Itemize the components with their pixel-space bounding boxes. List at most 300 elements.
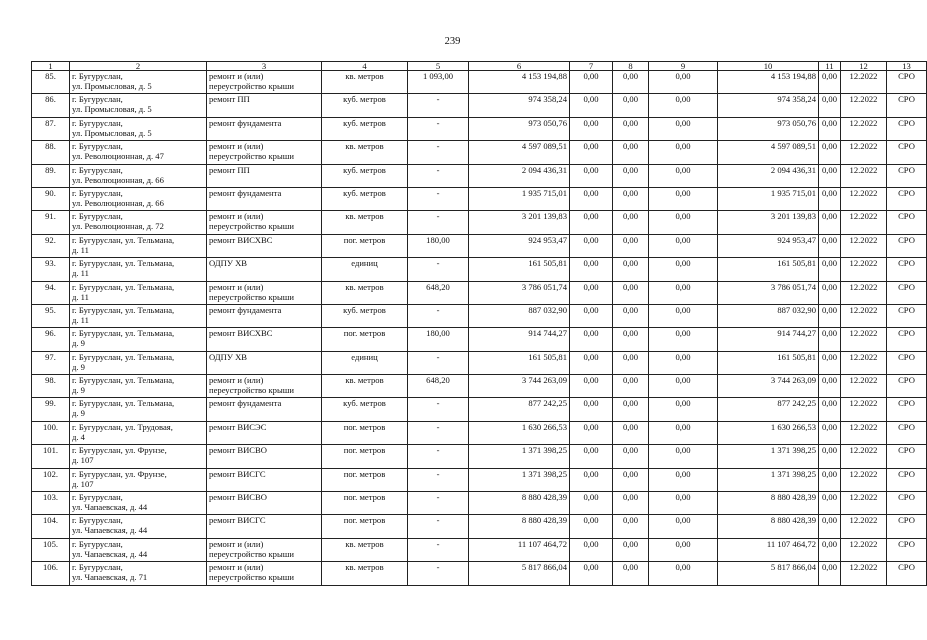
fund-cell-7: 0,00 bbox=[570, 71, 613, 94]
work-type-line: переустройство крыши bbox=[209, 572, 294, 583]
address-line: ул. Чапаевская, д. 44 bbox=[72, 502, 148, 513]
quantity-cell: - bbox=[408, 468, 469, 491]
fund-cell-9: 0,00 bbox=[649, 421, 718, 444]
owner-funds-cell: 3 744 263,09 bbox=[718, 375, 819, 398]
row-number-cell: 106. bbox=[32, 562, 70, 585]
address-line: ул. Промысловая, д. 5 bbox=[72, 104, 152, 115]
address-cell bbox=[70, 515, 207, 538]
fund-cell-9: 0,00 bbox=[649, 164, 718, 187]
work-type-line: ремонт ВИСХВС bbox=[209, 328, 273, 339]
work-type-cell bbox=[207, 375, 322, 398]
fund-cell-7: 0,00 bbox=[570, 258, 613, 281]
quantity-cell: 648,20 bbox=[408, 375, 469, 398]
table-row bbox=[32, 304, 927, 327]
address-cell bbox=[70, 538, 207, 561]
table-row bbox=[32, 492, 927, 515]
unit-cell: единиц bbox=[322, 351, 408, 374]
address-line: г. Бугуруслан, ул. Тельмана, bbox=[72, 234, 175, 245]
completion-date-cell: 12.2022 bbox=[841, 234, 887, 257]
column-header-7: 7 bbox=[570, 62, 613, 71]
address-cell bbox=[70, 258, 207, 281]
work-type-line: ремонт и (или) bbox=[209, 141, 264, 152]
fund-cell-8: 0,00 bbox=[613, 187, 649, 210]
work-type-cell bbox=[207, 421, 322, 444]
fund-cell-8: 0,00 bbox=[613, 421, 649, 444]
address-cell bbox=[70, 562, 207, 585]
total-cost-cell: 1 935 715,01 bbox=[469, 187, 570, 210]
owner-funds-cell: 877 242,25 bbox=[718, 398, 819, 421]
address-line: г. Бугуруслан, ул. Тельмана, bbox=[72, 398, 175, 409]
work-type-line: переустройство крыши bbox=[209, 221, 294, 232]
address-line: г. Бугуруслан, bbox=[72, 141, 123, 152]
fund-cell-8: 0,00 bbox=[613, 375, 649, 398]
table-row bbox=[32, 164, 927, 187]
fund-cell-11: 0,00 bbox=[819, 117, 841, 140]
work-type-cell bbox=[207, 538, 322, 561]
total-cost-cell: 974 358,24 bbox=[469, 94, 570, 117]
table-row bbox=[32, 258, 927, 281]
work-type-line: переустройство крыши bbox=[209, 548, 294, 559]
quantity-cell: - bbox=[408, 258, 469, 281]
address-line: д. 11 bbox=[72, 268, 89, 279]
work-type-line: ремонт фундамента bbox=[209, 187, 282, 198]
completion-date-cell: 12.2022 bbox=[841, 398, 887, 421]
fund-cell-11: 0,00 bbox=[819, 538, 841, 561]
total-cost-cell: 3 201 139,83 bbox=[469, 211, 570, 234]
table-row bbox=[32, 71, 927, 94]
fund-cell-11: 0,00 bbox=[819, 164, 841, 187]
quantity-cell: - bbox=[408, 187, 469, 210]
fund-cell-9: 0,00 bbox=[649, 515, 718, 538]
column-header-8: 8 bbox=[613, 62, 649, 71]
fund-cell-9: 0,00 bbox=[649, 234, 718, 257]
quantity-cell: - bbox=[408, 304, 469, 327]
fund-cell-11: 0,00 bbox=[819, 187, 841, 210]
method-cell: СРО bbox=[887, 351, 927, 374]
fund-cell-9: 0,00 bbox=[649, 211, 718, 234]
row-number-cell: 98. bbox=[32, 375, 70, 398]
fund-cell-8: 0,00 bbox=[613, 398, 649, 421]
unit-cell: куб. метров bbox=[322, 304, 408, 327]
owner-funds-cell: 4 597 089,51 bbox=[718, 141, 819, 164]
work-type-cell bbox=[207, 445, 322, 468]
owner-funds-cell: 161 505,81 bbox=[718, 351, 819, 374]
work-type-cell bbox=[207, 211, 322, 234]
address-cell bbox=[70, 398, 207, 421]
fund-cell-7: 0,00 bbox=[570, 515, 613, 538]
owner-funds-cell: 3 786 051,74 bbox=[718, 281, 819, 304]
fund-cell-7: 0,00 bbox=[570, 351, 613, 374]
table-row bbox=[32, 515, 927, 538]
table-row bbox=[32, 398, 927, 421]
row-number-cell: 104. bbox=[32, 515, 70, 538]
fund-cell-8: 0,00 bbox=[613, 492, 649, 515]
quantity-cell: - bbox=[408, 538, 469, 561]
column-header-2: 2 bbox=[70, 62, 207, 71]
work-type-line: ремонт и (или) bbox=[209, 281, 264, 292]
fund-cell-9: 0,00 bbox=[649, 71, 718, 94]
column-header-11: 11 bbox=[819, 62, 841, 71]
owner-funds-cell: 1 935 715,01 bbox=[718, 187, 819, 210]
table-row bbox=[32, 234, 927, 257]
fund-cell-7: 0,00 bbox=[570, 94, 613, 117]
address-line: г. Бугуруслан, bbox=[72, 515, 123, 526]
row-number-cell: 100. bbox=[32, 421, 70, 444]
row-number-cell: 99. bbox=[32, 398, 70, 421]
total-cost-cell: 3 786 051,74 bbox=[469, 281, 570, 304]
method-cell: СРО bbox=[887, 468, 927, 491]
method-cell: СРО bbox=[887, 234, 927, 257]
address-cell bbox=[70, 281, 207, 304]
address-line: г. Бугуруслан, ул. Тельмана, bbox=[72, 304, 175, 315]
address-line: ул. Чапаевская, д. 44 bbox=[72, 525, 148, 536]
fund-cell-11: 0,00 bbox=[819, 328, 841, 351]
fund-cell-11: 0,00 bbox=[819, 562, 841, 585]
total-cost-cell: 8 880 428,39 bbox=[469, 492, 570, 515]
owner-funds-cell: 1 371 398,25 bbox=[718, 445, 819, 468]
unit-cell: кв. метров bbox=[322, 141, 408, 164]
row-number-cell: 87. bbox=[32, 117, 70, 140]
work-type-cell bbox=[207, 117, 322, 140]
work-type-cell bbox=[207, 398, 322, 421]
method-cell: СРО bbox=[887, 187, 927, 210]
quantity-cell: - bbox=[408, 421, 469, 444]
fund-cell-7: 0,00 bbox=[570, 398, 613, 421]
completion-date-cell: 12.2022 bbox=[841, 187, 887, 210]
owner-funds-cell: 974 358,24 bbox=[718, 94, 819, 117]
address-line: г. Бугуруслан, bbox=[72, 211, 123, 222]
work-type-cell bbox=[207, 492, 322, 515]
completion-date-cell: 12.2022 bbox=[841, 281, 887, 304]
quantity-cell: 1 093,00 bbox=[408, 71, 469, 94]
row-number-cell: 105. bbox=[32, 538, 70, 561]
completion-date-cell: 12.2022 bbox=[841, 492, 887, 515]
owner-funds-cell: 5 817 866,04 bbox=[718, 562, 819, 585]
fund-cell-9: 0,00 bbox=[649, 398, 718, 421]
fund-cell-8: 0,00 bbox=[613, 468, 649, 491]
fund-cell-11: 0,00 bbox=[819, 304, 841, 327]
total-cost-cell: 11 107 464,72 bbox=[469, 538, 570, 561]
quantity-cell: 180,00 bbox=[408, 328, 469, 351]
row-number-cell: 88. bbox=[32, 141, 70, 164]
method-cell: СРО bbox=[887, 94, 927, 117]
work-type-cell bbox=[207, 328, 322, 351]
quantity-cell: - bbox=[408, 492, 469, 515]
column-number-row bbox=[32, 62, 927, 71]
address-cell bbox=[70, 164, 207, 187]
total-cost-cell: 1 371 398,25 bbox=[469, 445, 570, 468]
total-cost-cell: 3 744 263,09 bbox=[469, 375, 570, 398]
address-line: ул. Промысловая, д. 5 bbox=[72, 127, 152, 138]
method-cell: СРО bbox=[887, 515, 927, 538]
address-line: г. Бугуруслан, ул. Фрунзе, bbox=[72, 468, 167, 479]
unit-cell: куб. метров bbox=[322, 398, 408, 421]
work-type-cell bbox=[207, 258, 322, 281]
address-line: г. Бугуруслан, ул. Фрунзе, bbox=[72, 445, 167, 456]
address-line: г. Бугуруслан, ул. Тельмана, bbox=[72, 351, 175, 362]
address-line: д. 107 bbox=[72, 455, 94, 466]
method-cell: СРО bbox=[887, 538, 927, 561]
work-type-line: ремонт фундамента bbox=[209, 117, 282, 128]
table-row bbox=[32, 421, 927, 444]
quantity-cell: - bbox=[408, 351, 469, 374]
fund-cell-7: 0,00 bbox=[570, 492, 613, 515]
address-cell bbox=[70, 187, 207, 210]
quantity-cell: - bbox=[408, 117, 469, 140]
fund-cell-9: 0,00 bbox=[649, 328, 718, 351]
address-line: ул. Революционная, д. 72 bbox=[72, 221, 164, 232]
fund-cell-9: 0,00 bbox=[649, 468, 718, 491]
work-type-line: ремонт и (или) bbox=[209, 375, 264, 386]
owner-funds-cell: 8 880 428,39 bbox=[718, 492, 819, 515]
fund-cell-7: 0,00 bbox=[570, 468, 613, 491]
fund-cell-7: 0,00 bbox=[570, 375, 613, 398]
address-line: ул. Промысловая, д. 5 bbox=[72, 81, 152, 91]
quantity-cell: - bbox=[408, 398, 469, 421]
quantity-cell: - bbox=[408, 562, 469, 585]
completion-date-cell: 12.2022 bbox=[841, 71, 887, 94]
unit-cell: пог. метров bbox=[322, 492, 408, 515]
fund-cell-7: 0,00 bbox=[570, 304, 613, 327]
fund-cell-11: 0,00 bbox=[819, 141, 841, 164]
address-cell bbox=[70, 328, 207, 351]
column-header-10: 10 bbox=[718, 62, 819, 71]
unit-cell: кв. метров bbox=[322, 71, 408, 94]
address-line: ул. Чапаевская, д. 44 bbox=[72, 548, 148, 559]
completion-date-cell: 12.2022 bbox=[841, 328, 887, 351]
fund-cell-7: 0,00 bbox=[570, 562, 613, 585]
total-cost-cell: 5 817 866,04 bbox=[469, 562, 570, 585]
work-type-cell bbox=[207, 94, 322, 117]
work-type-line: переустройство крыши bbox=[209, 385, 294, 396]
work-type-line: ремонт ПП bbox=[209, 94, 250, 105]
table-row bbox=[32, 281, 927, 304]
total-cost-cell: 887 032,90 bbox=[469, 304, 570, 327]
address-line: ул. Революционная, д. 66 bbox=[72, 197, 164, 208]
table-row bbox=[32, 94, 927, 117]
fund-cell-7: 0,00 bbox=[570, 211, 613, 234]
unit-cell: пог. метров bbox=[322, 421, 408, 444]
owner-funds-cell: 924 953,47 bbox=[718, 234, 819, 257]
column-header-9: 9 bbox=[649, 62, 718, 71]
method-cell: СРО bbox=[887, 562, 927, 585]
total-cost-cell: 161 505,81 bbox=[469, 351, 570, 374]
address-cell bbox=[70, 492, 207, 515]
work-type-line: ремонт ВИСГС bbox=[209, 468, 266, 479]
address-cell bbox=[70, 468, 207, 491]
row-number-cell: 103. bbox=[32, 492, 70, 515]
work-type-cell bbox=[207, 515, 322, 538]
fund-cell-7: 0,00 bbox=[570, 421, 613, 444]
work-type-cell bbox=[207, 71, 322, 94]
address-cell bbox=[70, 234, 207, 257]
fund-cell-11: 0,00 bbox=[819, 258, 841, 281]
address-cell bbox=[70, 211, 207, 234]
fund-cell-11: 0,00 bbox=[819, 421, 841, 444]
method-cell: СРО bbox=[887, 398, 927, 421]
table-row bbox=[32, 141, 927, 164]
row-number-cell: 86. bbox=[32, 94, 70, 117]
address-line: г. Бугуруслан, ул. Тельмана, bbox=[72, 375, 175, 386]
fund-cell-8: 0,00 bbox=[613, 117, 649, 140]
work-type-line: ремонт ВИСЭС bbox=[209, 421, 267, 432]
fund-cell-8: 0,00 bbox=[613, 304, 649, 327]
fund-cell-11: 0,00 bbox=[819, 94, 841, 117]
work-type-line: ремонт ВИСХВС bbox=[209, 234, 273, 245]
address-cell bbox=[70, 375, 207, 398]
address-line: г. Бугуруслан, bbox=[72, 117, 123, 128]
fund-cell-8: 0,00 bbox=[613, 71, 649, 94]
fund-cell-7: 0,00 bbox=[570, 141, 613, 164]
row-number-cell: 96. bbox=[32, 328, 70, 351]
quantity-cell: - bbox=[408, 94, 469, 117]
address-cell bbox=[70, 421, 207, 444]
work-type-cell bbox=[207, 351, 322, 374]
total-cost-cell: 8 880 428,39 bbox=[469, 515, 570, 538]
completion-date-cell: 12.2022 bbox=[841, 304, 887, 327]
fund-cell-7: 0,00 bbox=[570, 328, 613, 351]
row-number-cell: 93. bbox=[32, 258, 70, 281]
address-line: д. 11 bbox=[72, 314, 89, 325]
address-line: д. 9 bbox=[72, 361, 85, 372]
work-type-cell bbox=[207, 304, 322, 327]
total-cost-cell: 4 597 089,51 bbox=[469, 141, 570, 164]
fund-cell-7: 0,00 bbox=[570, 538, 613, 561]
unit-cell: кв. метров bbox=[322, 562, 408, 585]
work-type-line: ОДПУ ХВ bbox=[209, 258, 248, 269]
fund-cell-11: 0,00 bbox=[819, 351, 841, 374]
address-line: г. Бугуруслан, bbox=[72, 562, 123, 573]
owner-funds-cell: 4 153 194,88 bbox=[718, 71, 819, 94]
unit-cell: единиц bbox=[322, 258, 408, 281]
fund-cell-9: 0,00 bbox=[649, 141, 718, 164]
address-cell bbox=[70, 304, 207, 327]
fund-cell-8: 0,00 bbox=[613, 258, 649, 281]
address-line: г. Бугуруслан, bbox=[72, 187, 123, 198]
fund-cell-8: 0,00 bbox=[613, 234, 649, 257]
total-cost-cell: 4 153 194,88 bbox=[469, 71, 570, 94]
unit-cell: кв. метров bbox=[322, 281, 408, 304]
row-number-cell: 85. bbox=[32, 71, 70, 94]
table-row bbox=[32, 538, 927, 561]
unit-cell: пог. метров bbox=[322, 445, 408, 468]
fund-cell-11: 0,00 bbox=[819, 515, 841, 538]
total-cost-cell: 1 630 266,53 bbox=[469, 421, 570, 444]
completion-date-cell: 12.2022 bbox=[841, 351, 887, 374]
address-line: д. 11 bbox=[72, 244, 89, 255]
column-header-1: 1 bbox=[32, 62, 70, 71]
quantity-cell: - bbox=[408, 164, 469, 187]
column-header-6: 6 bbox=[469, 62, 570, 71]
completion-date-cell: 12.2022 bbox=[841, 468, 887, 491]
fund-cell-9: 0,00 bbox=[649, 445, 718, 468]
row-number-cell: 89. bbox=[32, 164, 70, 187]
completion-date-cell: 12.2022 bbox=[841, 117, 887, 140]
completion-date-cell: 12.2022 bbox=[841, 141, 887, 164]
fund-cell-11: 0,00 bbox=[819, 468, 841, 491]
address-line: д. 9 bbox=[72, 408, 85, 419]
fund-cell-8: 0,00 bbox=[613, 164, 649, 187]
fund-cell-11: 0,00 bbox=[819, 398, 841, 421]
total-cost-cell: 1 371 398,25 bbox=[469, 468, 570, 491]
address-line: г. Бугуруслан, ул. Тельмана, bbox=[72, 328, 175, 339]
table-row bbox=[32, 328, 927, 351]
unit-cell: куб. метров bbox=[322, 187, 408, 210]
work-type-cell bbox=[207, 234, 322, 257]
fund-cell-9: 0,00 bbox=[649, 492, 718, 515]
quantity-cell: - bbox=[408, 211, 469, 234]
address-line: г. Бугуруслан, bbox=[72, 538, 123, 549]
owner-funds-cell: 887 032,90 bbox=[718, 304, 819, 327]
address-line: г. Бугуруслан, ул. Трудовая, bbox=[72, 421, 173, 432]
fund-cell-9: 0,00 bbox=[649, 562, 718, 585]
completion-date-cell: 12.2022 bbox=[841, 211, 887, 234]
column-header-5: 5 bbox=[408, 62, 469, 71]
method-cell: СРО bbox=[887, 375, 927, 398]
method-cell: СРО bbox=[887, 328, 927, 351]
fund-cell-11: 0,00 bbox=[819, 375, 841, 398]
fund-cell-9: 0,00 bbox=[649, 304, 718, 327]
unit-cell: кв. метров bbox=[322, 211, 408, 234]
method-cell: СРО bbox=[887, 164, 927, 187]
fund-cell-11: 0,00 bbox=[819, 211, 841, 234]
address-cell bbox=[70, 117, 207, 140]
method-cell: СРО bbox=[887, 445, 927, 468]
table-row bbox=[32, 468, 927, 491]
address-line: г. Бугуруслан, bbox=[72, 164, 123, 175]
row-number-cell: 97. bbox=[32, 351, 70, 374]
total-cost-cell: 973 050,76 bbox=[469, 117, 570, 140]
fund-cell-8: 0,00 bbox=[613, 328, 649, 351]
work-type-line: переустройство крыши bbox=[209, 151, 294, 162]
row-number-cell: 91. bbox=[32, 211, 70, 234]
fund-cell-7: 0,00 bbox=[570, 281, 613, 304]
unit-cell: куб. метров bbox=[322, 164, 408, 187]
address-line: д. 4 bbox=[72, 431, 85, 442]
completion-date-cell: 12.2022 bbox=[841, 562, 887, 585]
fund-cell-11: 0,00 bbox=[819, 281, 841, 304]
fund-cell-9: 0,00 bbox=[649, 538, 718, 561]
fund-cell-11: 0,00 bbox=[819, 234, 841, 257]
completion-date-cell: 12.2022 bbox=[841, 421, 887, 444]
fund-cell-8: 0,00 bbox=[613, 562, 649, 585]
fund-cell-7: 0,00 bbox=[570, 187, 613, 210]
work-type-cell bbox=[207, 468, 322, 491]
fund-cell-9: 0,00 bbox=[649, 281, 718, 304]
table-row bbox=[32, 351, 927, 374]
quantity-cell: - bbox=[408, 445, 469, 468]
address-line: д. 9 bbox=[72, 338, 85, 349]
address-cell bbox=[70, 141, 207, 164]
work-type-line: ремонт ПП bbox=[209, 164, 250, 175]
work-type-line: ремонт и (или) bbox=[209, 71, 264, 81]
method-cell: СРО bbox=[887, 117, 927, 140]
fund-cell-7: 0,00 bbox=[570, 445, 613, 468]
completion-date-cell: 12.2022 bbox=[841, 164, 887, 187]
quantity-cell: 180,00 bbox=[408, 234, 469, 257]
address-cell bbox=[70, 94, 207, 117]
fund-cell-11: 0,00 bbox=[819, 71, 841, 94]
address-line: г. Бугуруслан, ул. Тельмана, bbox=[72, 258, 175, 269]
work-type-cell bbox=[207, 281, 322, 304]
quantity-cell: 648,20 bbox=[408, 281, 469, 304]
work-type-cell bbox=[207, 164, 322, 187]
unit-cell: кв. метров bbox=[322, 375, 408, 398]
work-type-line: ремонт ВИСВО bbox=[209, 445, 267, 456]
method-cell: СРО bbox=[887, 492, 927, 515]
address-line: г. Бугуруслан, bbox=[72, 492, 123, 503]
method-cell: СРО bbox=[887, 258, 927, 281]
